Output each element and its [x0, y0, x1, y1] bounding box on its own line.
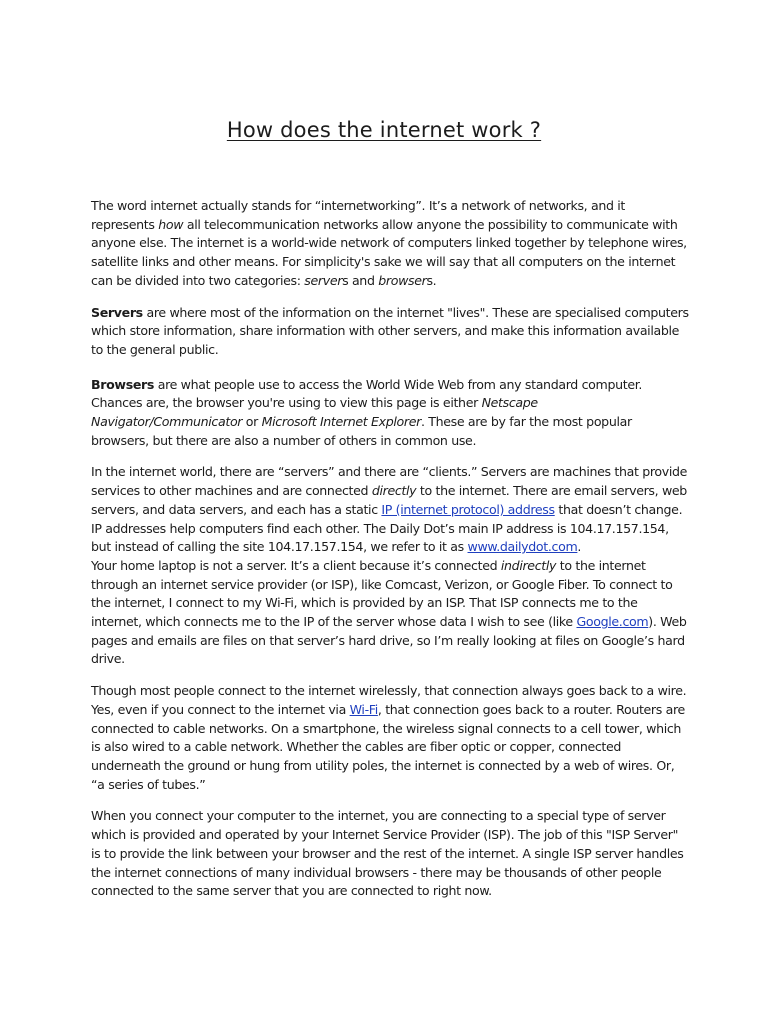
wifi-link[interactable]: Wi-Fi: [349, 701, 378, 717]
paragraph-servers-clients: In the internet world, there are “servers” and there are “clients.” Servers are machines that provide services to other machines and are connected directly to the internet. There are email servers, web servers, and data servers, and each has a static IP (internet protocol) address that doesn’t change. IP addresses help computers find each other. The Daily Dot’s main IP address is 104.17.157.154, but instead of calling the site 104.17.157.154, we refer to it as www.dailydot.com.: [91, 464, 688, 555]
document-body: [91, 197, 691, 901]
page-title: How does the internet work ?: [226, 118, 542, 142]
paragraph-intro: The word internet actually stands for “internetworking”. It’s a network of networks, and it represents how all telecommunication networks allow anyone the possibility to communicate with anyone else. The internet is a world-wide network of computers linked together by telephone wires, satellite links and other means. For simplicity's sake we will say that all computers on the internet can be divided into two categories: servers and browsers.: [91, 198, 687, 288]
paragraph-browsers: Browsers are what people use to access the World Wide Web from any standard computer. Chances are, the browser you're using to view this page is either Netscape Navigator/Communicator or Microsoft Internet Explorer. These are by far the most popular browsers, but there are also a number of others in common use.: [91, 376, 643, 448]
paragraph-home-laptop: Your home laptop is not a server. It’s a client because it’s connected indirectly to the internet through an internet service provider (or ISP), like Comcast, Verizon, or Google Fiber. To connect to the internet, I connect to my Wi-Fi, which is provided by an ISP. That ISP connects me to the internet, which connects me to the IP of the server whose data I wish to see (like Google.com). Web pages and emails are files on that server’s hard drive, so I’m really looking at files on Google’s hard drive.: [91, 557, 687, 667]
dailydot-link[interactable]: www.dailydot.com: [467, 539, 578, 555]
paragraph-isp: When you connect your computer to the internet, you are connecting to a special type of server which is provided and operated by your Internet Service Provider (ISP). The job of this "ISP Server" is to provide the link between your browser and the rest of the internet. A single ISP server handles the internet connections of many individual browsers - there may be thousands of other people connected to the same server that you are connected to right now.: [91, 808, 684, 899]
google-link[interactable]: Google.com: [576, 614, 649, 630]
paragraph-wireless: Though most people connect to the internet wirelessly, that connection always goes back to a wire. Yes, even if you connect to the internet via Wi-Fi, that connection goes back to a router. Routers are connected to cable networks. On a smartphone, the wireless signal connects to a cell tower, which is also wired to a cable network. Whether the cables are fiber optic or copper, connected underneath the ground or hung from utility poles, the internet is connected by a web of wires. Or, “a series of tubes.”: [91, 683, 687, 792]
ip-address-link[interactable]: IP (internet protocol) address: [381, 501, 555, 517]
paragraph-servers: Servers are where most of the information on the internet "lives". These are specialised computers which store information, share information with other servers, and make this information available to the general public.: [91, 304, 689, 357]
